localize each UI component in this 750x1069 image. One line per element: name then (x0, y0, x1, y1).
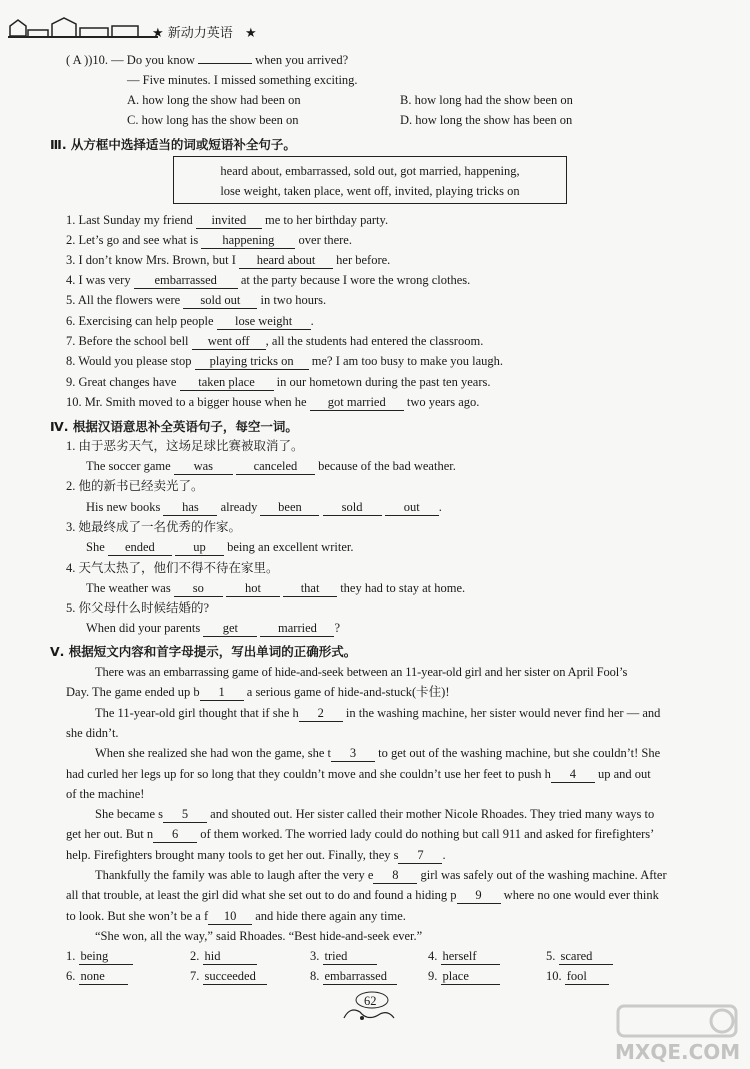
answer-item: 3. tried (310, 948, 377, 965)
q10-option-c: C. how long has the show been on (127, 113, 299, 127)
q10-line1: ( A ))10. — Do you know when you arrived? (66, 53, 349, 67)
s3-item: 1. Last Sunday my friend invited me to her birthday party. (66, 213, 389, 227)
passage-line: had curled her legs up for so long that they couldn’t move and she couldn’t use her feet to push h 4 up and out (66, 767, 651, 781)
s3-item: 4. I was very embarrassed at the party because I wore the wrong clothes. (66, 273, 471, 287)
watermark-text: MXQE.COM (615, 1040, 741, 1064)
s4-q4-en: The weather was so hot that they had to stay at home. (86, 581, 466, 595)
star-icon: ★ (244, 26, 257, 41)
section-4-heading: Ⅳ. 根据汉语意思补全英语句子，每空一词。 (50, 419, 298, 434)
s4-q3-en: She ended up being an excellent writer. (86, 540, 354, 554)
s4-q1-cn: 1. 由于恶劣天气，这场足球比赛被取消了。 (66, 439, 304, 453)
passage-line: When she realized she had won the game, she t 3 to get out of the washing machine, but she couldn’t! She (95, 746, 661, 760)
passage-line: She became s 5 and shouted out. Her sister called their mother Nicole Rhoades. They tried many ways to (95, 807, 655, 821)
answer-item: 4. herself (428, 948, 500, 965)
passage-line: of the machine! (66, 787, 145, 801)
passage-line: The 11-year-old girl thought that if she h 2 in the washing machine, her sister would never find her — and (95, 706, 661, 720)
passage-line: she didn’t. (66, 726, 119, 740)
header-title: ★ 新动力英语 ★ (152, 26, 257, 41)
answer-item: 10. fool (546, 968, 609, 985)
s4-q4-cn: 4. 天气太热了，他们不得不待在家里。 (66, 561, 279, 575)
passage-line: all that trouble, at least the girl did what she set out to do and found a hiding p 9 where no one would ever think (66, 888, 659, 902)
answer-item: 9. place (428, 968, 500, 985)
q10-option-b: B. how long had the show been on (400, 93, 573, 107)
s3-item: 2. Let’s go and see what is happening over there. (66, 233, 352, 247)
answer-item: 8. embarrassed (310, 968, 397, 985)
passage-line: Thankfully the family was able to laugh after the very e 8 girl was safely out of the washing machine. After (95, 868, 667, 882)
header-logo (8, 14, 158, 43)
answer-item: 6. none (66, 968, 128, 985)
s3-item: 5. All the flowers were sold out in two hours. (66, 293, 327, 307)
s3-item: 8. Would you please stop playing tricks on me? I am too busy to make you laugh. (66, 354, 504, 368)
passage-line: There was an embarrassing game of hide-and-seek between an 11-year-old girl and her sister on April Fool’s (95, 665, 628, 679)
s4-q2-en: His new books has already been sold out . (86, 500, 442, 514)
passage-line: “She won, all the way,” said Rhoades. “Best hide-and-seek ever.” (95, 929, 423, 943)
s4-q3-cn: 3. 她最终成了一名优秀的作家。 (66, 520, 242, 534)
passage-line: get her out. But n 6 of them worked. The worried lady could do nothing but call 911 and asked for firefighters’ (66, 827, 655, 841)
s4-q2-cn: 2. 他的新书已经卖光了。 (66, 479, 204, 493)
s3-item: 10. Mr. Smith moved to a bigger house when he got married two years ago. (66, 395, 480, 409)
s3-item: 9. Great changes have taken place in our hometown during the past ten years. (66, 375, 491, 389)
page-number: 62 (364, 994, 377, 1008)
section-3-heading: Ⅲ. 从方框中选择适当的词或短语补全句子。 (50, 137, 296, 152)
s4-q5-en: When did your parents get married ? (86, 621, 341, 635)
s3-item: 6. Exercising can help people lose weight . (66, 314, 314, 328)
passage-line: help. Firefighters brought many tools to get her out. Finally, they s 7 . (66, 848, 446, 862)
s4-q5-cn: 5. 你父母什么时候结婚的? (66, 601, 210, 615)
s3-item: 3. I don’t know Mrs. Brown, but I heard about her before. (66, 253, 391, 267)
q10-line2: — Five minutes. I missed something exciting. (127, 73, 358, 87)
answer-item: 7. succeeded (190, 968, 267, 985)
word-box-line1: heard about, embarrassed, sold out, got married, happening, (220, 164, 520, 178)
q10-option-a: A. how long the show had been on (127, 93, 301, 107)
answer-item: 1. being (66, 948, 133, 965)
word-box-line2: lose weight, taken place, went off, invited, playing tricks on (220, 184, 520, 198)
passage-line: Day. The game ended up b 1 a serious game of hide-and-stuck(卡住)! (66, 685, 450, 699)
star-icon: ★ (152, 26, 164, 41)
answer-item: 2. hid (190, 948, 257, 965)
word-box (173, 156, 567, 204)
section-5-heading: Ⅴ. 根据短文内容和首字母提示，写出单词的正确形式。 (50, 644, 357, 659)
passage-line: to look. But she won’t be a f 10 and hide there again any time. (66, 909, 406, 923)
s4-q1-en: The soccer game was canceled because of the bad weather. (86, 459, 456, 473)
answer-item: 5. scared (546, 948, 613, 965)
s3-item: 7. Before the school bell went off , all the students had entered the classroom. (66, 334, 484, 348)
q10-option-d: D. how long the show has been on (400, 113, 573, 127)
